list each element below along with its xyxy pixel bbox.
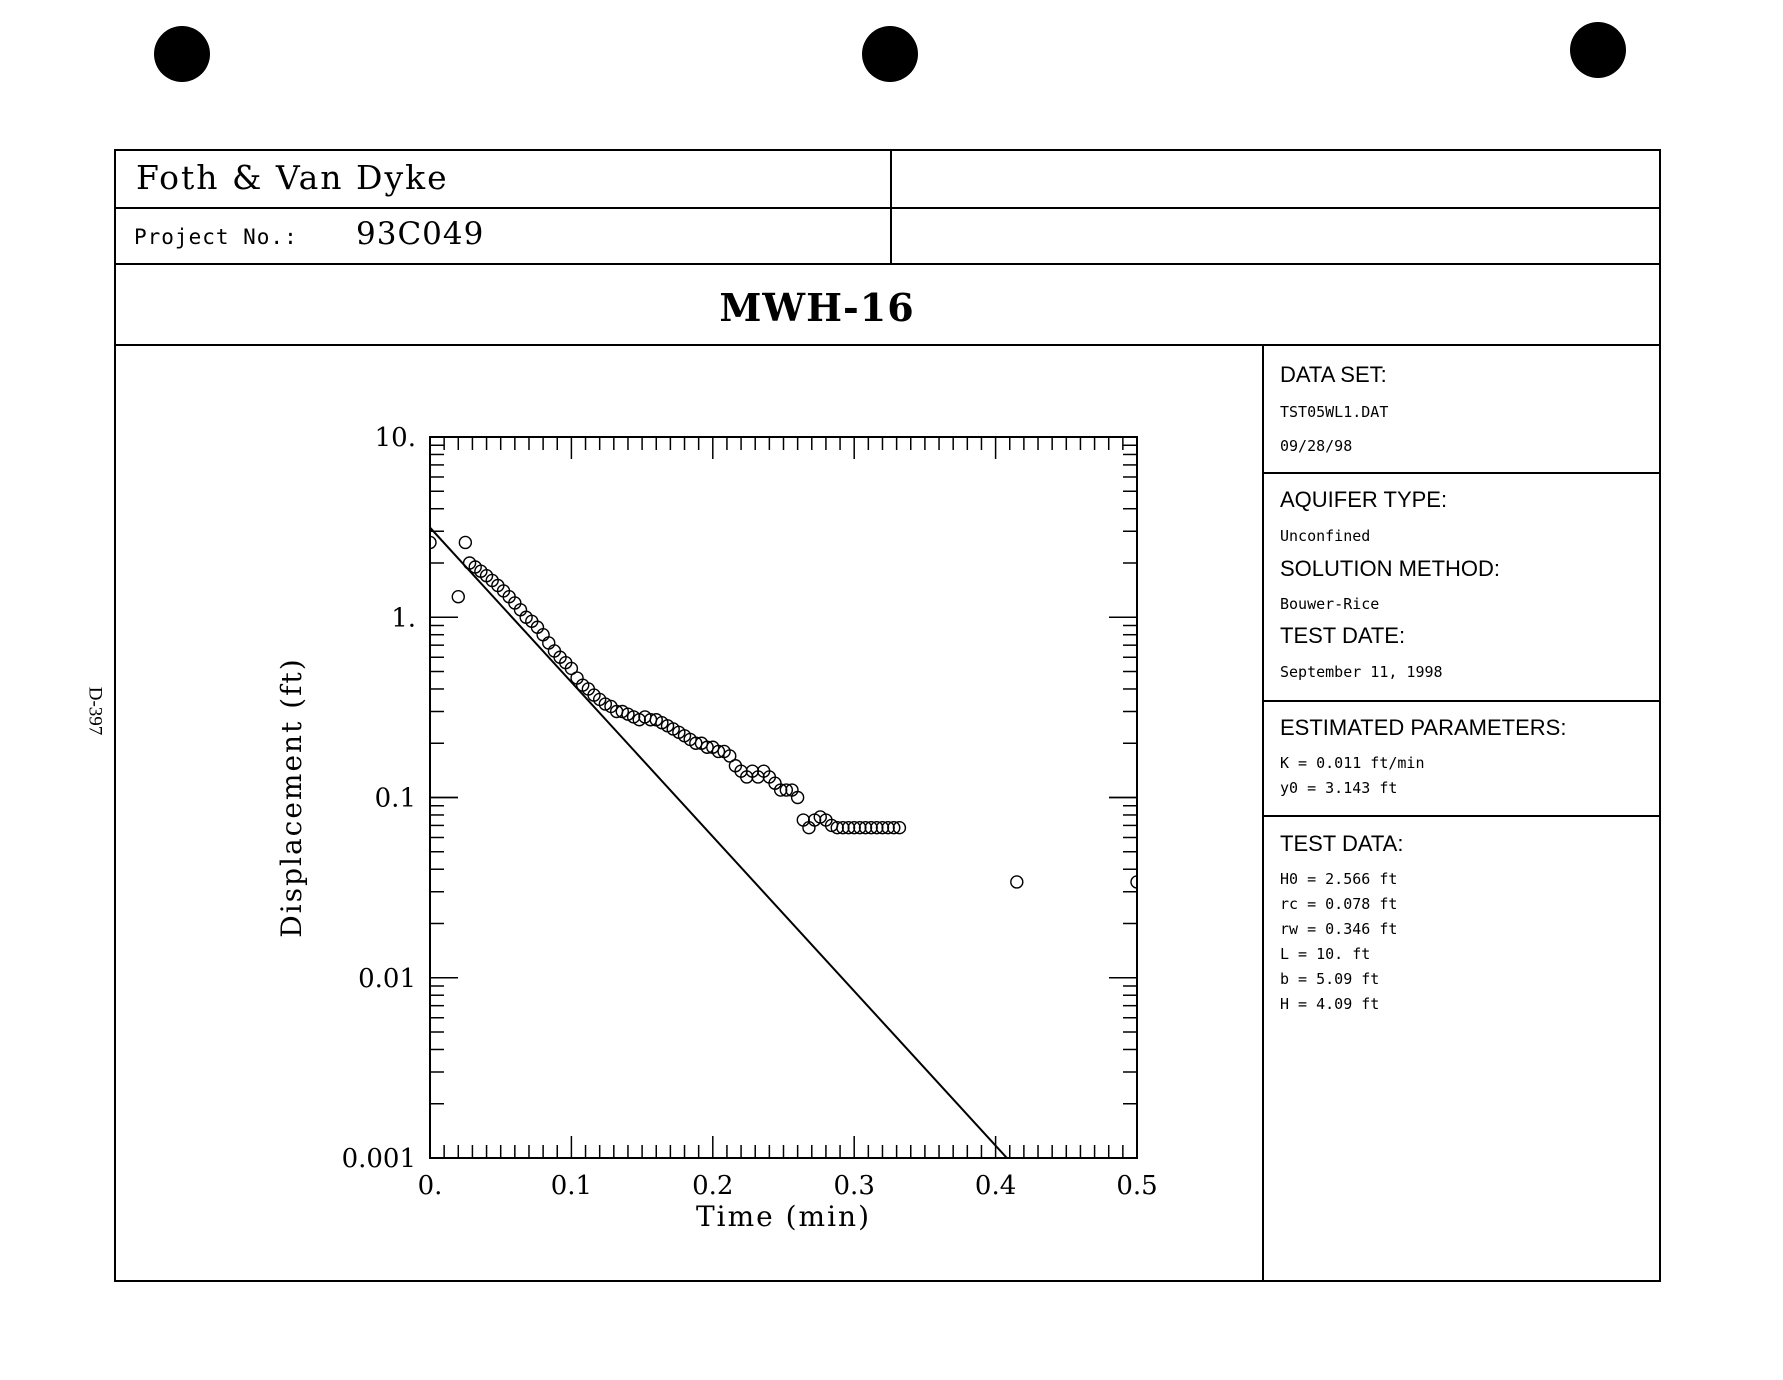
data-point bbox=[452, 591, 464, 603]
x-tick-label: 0.4 bbox=[974, 1171, 1017, 1201]
estimated-y0: y0 = 3.143 ft bbox=[1280, 779, 1398, 797]
test-data-heading: TEST DATA: bbox=[1280, 831, 1404, 856]
x-tick-label: 0. bbox=[417, 1171, 443, 1201]
fit-line bbox=[430, 528, 1007, 1158]
plot-frame bbox=[430, 437, 1137, 1158]
estimated-heading: ESTIMATED PARAMETERS: bbox=[1280, 715, 1567, 740]
test-data-h0: H0 = 2.566 ft bbox=[1280, 870, 1398, 888]
data-set-file: TST05WL1.DAT bbox=[1280, 403, 1389, 421]
aquifer-heading: AQUIFER TYPE: bbox=[1280, 487, 1448, 512]
x-tick-label: 0.2 bbox=[692, 1171, 734, 1201]
y-tick-label: 1. bbox=[391, 603, 416, 634]
y-tick-label: 0.01 bbox=[358, 963, 416, 994]
company-name: Foth & Van Dyke bbox=[136, 158, 449, 197]
test-date-heading: TEST DATE: bbox=[1280, 623, 1406, 648]
estimated-k: K = 0.011 ft/min bbox=[1280, 754, 1425, 772]
solution-value: Bouwer-Rice bbox=[1280, 595, 1380, 613]
y-tick-label: 10. bbox=[374, 423, 416, 453]
test-data-h: H = 4.09 ft bbox=[1280, 995, 1380, 1013]
data-point bbox=[459, 536, 471, 548]
chart-layer bbox=[275, 423, 1158, 1233]
test-data-l: L = 10. ft bbox=[1280, 945, 1371, 963]
x-axis-label: Time (min) bbox=[695, 1200, 872, 1233]
x-tick-label: 0.1 bbox=[550, 1171, 593, 1201]
data-point bbox=[543, 637, 555, 649]
solution-heading: SOLUTION METHOD: bbox=[1280, 556, 1501, 581]
test-data-b: b = 5.09 ft bbox=[1280, 970, 1380, 988]
data-point bbox=[1011, 876, 1023, 888]
aquifer-value: Unconfined bbox=[1280, 527, 1371, 545]
test-data-rc: rc = 0.078 ft bbox=[1280, 895, 1398, 913]
well-title: MWH-16 bbox=[719, 285, 915, 330]
project-label: Project No.: bbox=[134, 225, 298, 249]
project-number: 93C049 bbox=[356, 216, 485, 252]
y-tick-label: 0.001 bbox=[341, 1144, 416, 1174]
x-tick-label: 0.5 bbox=[1116, 1171, 1158, 1201]
page-margin-label: D-397 bbox=[84, 686, 106, 736]
data-set-heading: DATA SET: bbox=[1280, 362, 1387, 387]
y-axis-label: Displacement (ft) bbox=[275, 657, 308, 938]
test-date-value: September 11, 1998 bbox=[1280, 663, 1443, 681]
data-set-date: 09/28/98 bbox=[1280, 437, 1353, 455]
x-tick-label: 0.3 bbox=[833, 1171, 875, 1201]
test-data-rw: rw = 0.346 ft bbox=[1280, 920, 1398, 938]
y-tick-label: 0.1 bbox=[374, 783, 416, 814]
